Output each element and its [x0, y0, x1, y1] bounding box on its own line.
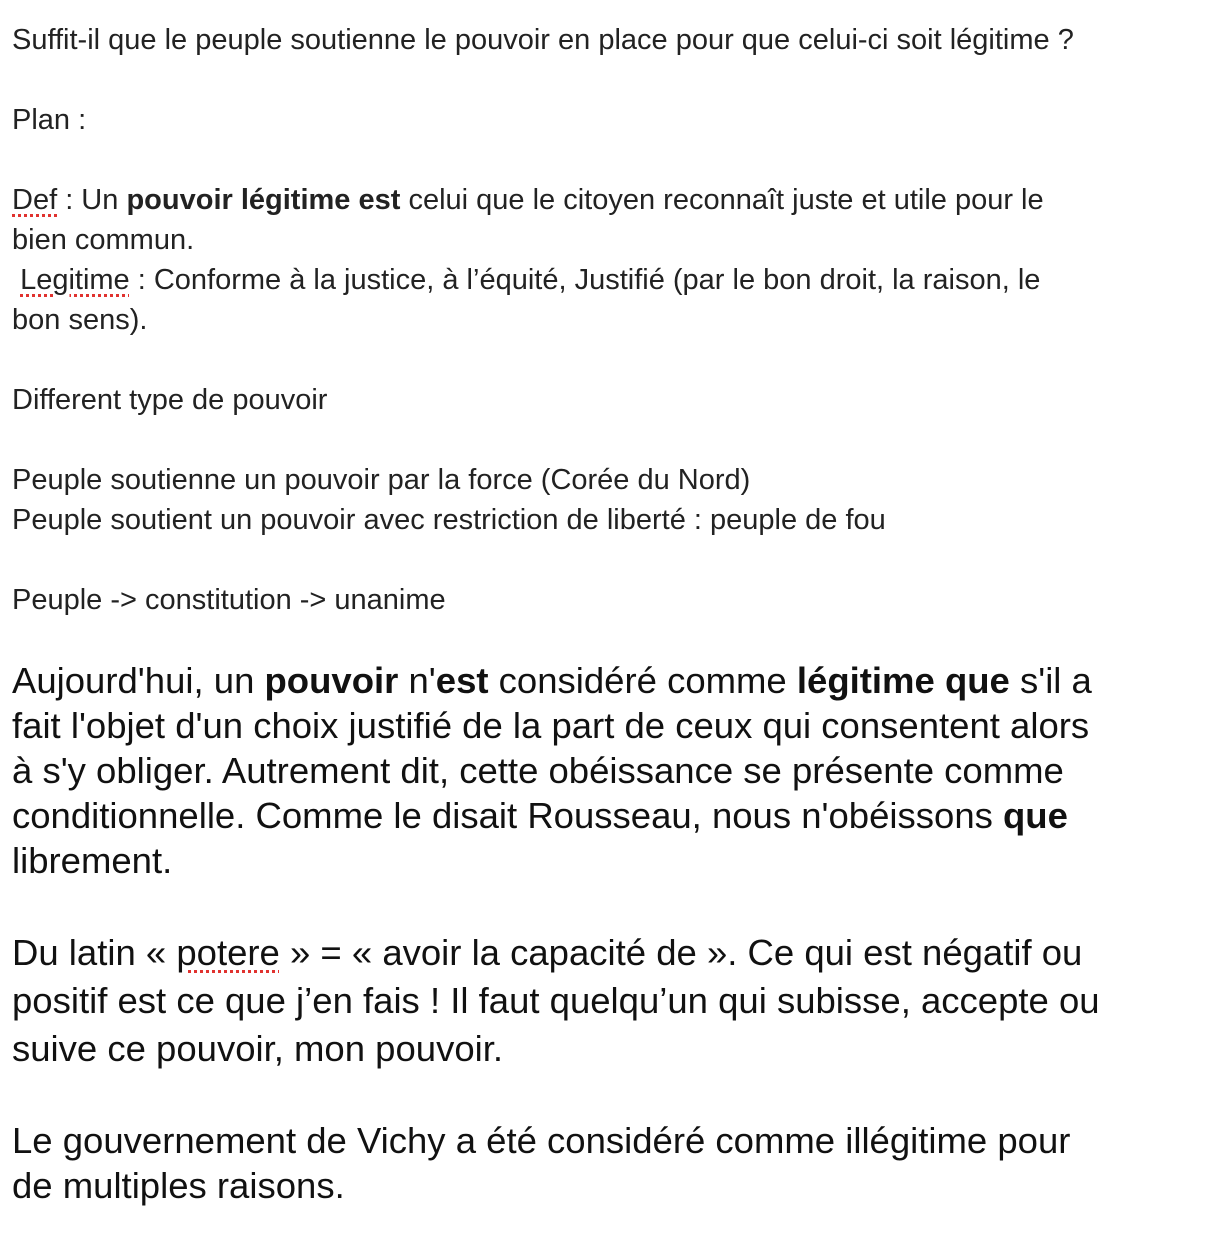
auj-c: n': [398, 660, 436, 701]
auj-pouvoir: pouvoir: [264, 660, 399, 701]
question-line: Suffit-il que le peuple soutienne le pouvoir en place pour que celui-ci soit légitime ?: [12, 24, 1074, 56]
latin-line-2: positif est ce que j’en fais ! Il faut quelqu’un qui subisse, accepte ou: [12, 980, 1100, 1021]
definition-rest: celui que le citoyen reconnaît juste et utile pour le: [400, 184, 1044, 216]
vichy-line-1: Le gouvernement de Vichy a été considéré comme illégitime pour: [12, 1120, 1071, 1161]
legitime-line-2: bon sens).: [12, 304, 148, 336]
types-heading: Different type de pouvoir: [12, 384, 328, 416]
vichy-line-2: de multiples raisons.: [12, 1165, 345, 1206]
auj-est: est: [435, 660, 489, 701]
definition-term: Def: [12, 184, 58, 216]
latin-line-3: suive ce pouvoir, mon pouvoir.: [12, 1028, 504, 1069]
legitime-line-1: [12, 260, 1040, 300]
aujourdhui-line-1: [12, 658, 1092, 704]
definition-sep: : Un: [57, 184, 127, 216]
latin-line-1: [12, 929, 1082, 978]
definition-line-2: bien commun.: [12, 224, 195, 256]
latin-b: » = « avoir la capacité de ». Ce qui est négatif ou: [279, 932, 1083, 973]
auj-legitime-que: légitime que: [796, 660, 1010, 701]
chain-line: Peuple -> constitution -> unanime: [12, 584, 446, 616]
legitime-term: Legitime: [20, 264, 130, 296]
aujourdhui-line-2: fait l'objet d'un choix justifié de la part de ceux qui consentent alors: [12, 705, 1090, 746]
aujourdhui-line-3: à s'y obliger. Autrement dit, cette obéissance se présente comme: [12, 750, 1064, 791]
definition-bold: pouvoir légitime est: [126, 184, 401, 216]
example-line-1: Peuple soutienne un pouvoir par la force (Corée du Nord): [12, 464, 751, 496]
legitime-rest: : Conforme à la justice, à l’équité, Justifié (par le bon droit, la raison, le: [129, 264, 1041, 296]
plan-label: Plan :: [12, 104, 87, 136]
latin-a: Du latin «: [12, 932, 177, 973]
auj-d: considéré comme: [488, 660, 797, 701]
auj-l4-a: conditionnelle. Comme le disait Rousseau, nous n'obéissons: [12, 795, 1004, 836]
example-line-2: Peuple soutient un pouvoir avec restriction de liberté : peuple de fou: [12, 504, 886, 536]
auj-que: que: [1003, 795, 1068, 836]
aujourdhui-line-4: [12, 793, 1068, 839]
aujourdhui-line-5: librement.: [12, 840, 173, 881]
definition-line-1: [12, 180, 1044, 220]
latin-word: potere: [176, 932, 280, 973]
auj-a: Aujourd'hui, un: [12, 660, 265, 701]
auj-e: s'il a: [1009, 660, 1092, 701]
